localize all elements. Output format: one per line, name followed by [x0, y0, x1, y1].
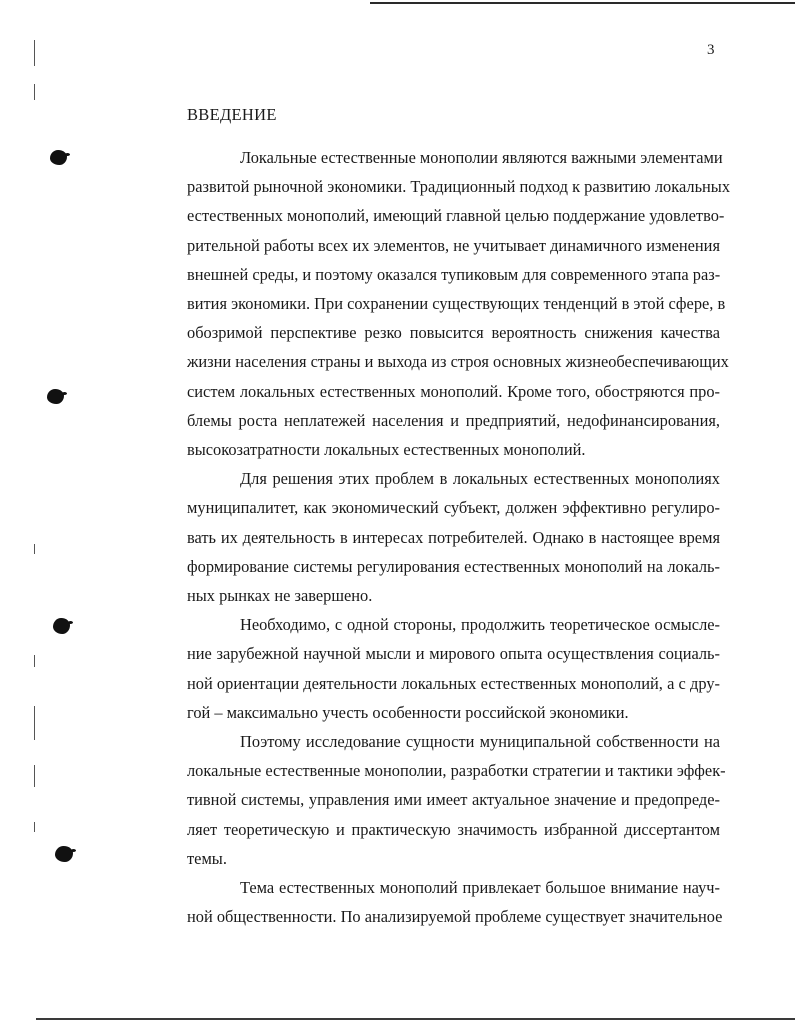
scan-top-rule — [370, 2, 795, 4]
paragraph-5 — [134, 873, 723, 931]
text-line: темы. — [187, 848, 227, 868]
punch-hole-mark — [53, 618, 70, 634]
page-number: 3 — [707, 42, 715, 58]
text-line: Поэтому исследование сущности муниципальной собственности на — [240, 732, 720, 752]
punch-hole-mark — [50, 150, 67, 165]
text-line: Для решения этих проблем в локальных естественных монополиях — [240, 469, 720, 489]
text-line: ных рынках не завершено. — [187, 586, 373, 606]
paragraph-1 — [134, 143, 731, 464]
text-line: ной ориентации деятельности локальных естественных монополий, а с дру- — [187, 673, 720, 693]
punch-hole-mark — [47, 389, 64, 404]
text-line: систем локальных естественных монополий. Кроме того, обостряются про- — [187, 381, 720, 401]
text-line: гой – максимально учесть особенности российской экономики. — [187, 702, 629, 722]
text-line: жизни населения страны и выхода из строя основных жизнеобеспечивающих — [187, 352, 729, 372]
text-line: высокозатратности локальных естественных монополий. — [187, 440, 586, 460]
text-line: Необходимо, с одной стороны, продолжить теоретическое осмысле- — [240, 615, 720, 635]
text-line: рительной работы всех их элементов, не учитывает динамичного изменения — [187, 235, 720, 255]
text-line: внешней среды, и поэтому оказался тупиковым для современного этапа раз- — [187, 264, 721, 284]
margin-binding-mark — [34, 765, 35, 787]
margin-binding-mark — [34, 84, 35, 100]
text-line: Тема естественных монополий привлекает большое внимание науч- — [240, 878, 720, 898]
text-line: блемы роста неплатежей населения и предприятий, недофинансирования, — [187, 410, 720, 430]
punch-hole-mark — [55, 846, 73, 862]
text-line: Локальные естественные монополии являются важными элементами — [240, 148, 723, 167]
text-line: ние зарубежной научной мысли и мирового опыта осуществления социаль- — [187, 644, 720, 664]
text-line: вать их деятельность в интересах потребителей. Однако в настоящее время — [187, 527, 720, 547]
margin-binding-mark — [34, 544, 35, 554]
paragraph-4 — [134, 727, 726, 873]
text-line: вития экономики. При сохранении существующих тенденций в этой сфере, в — [187, 294, 726, 314]
body-text — [134, 143, 731, 931]
text-line: ляет теоретическую и практическую значимость избранной диссертантом — [187, 819, 720, 839]
paragraph-3 — [134, 610, 720, 727]
text-line: формирование системы регулирования естественных монополий на локаль- — [187, 556, 720, 576]
paragraph-2 — [134, 464, 720, 610]
margin-binding-mark — [34, 706, 35, 740]
scan-bottom-rule — [36, 1018, 795, 1020]
page-title: ВВЕДЕНИЕ — [187, 105, 277, 124]
text-line: муниципалитет, как экономический субъект, должен эффективно регулиро- — [187, 498, 720, 518]
text-line: локальные естественные монополии, разработки стратегии и тактики эффек- — [187, 761, 726, 781]
margin-binding-mark — [34, 655, 35, 667]
text-line: тивной системы, управления ими имеет актуальное значение и предопреде- — [187, 790, 720, 810]
text-line: естественных монополий, имеющий главной целью поддержание удовлетво- — [187, 206, 725, 226]
margin-binding-mark — [34, 40, 35, 66]
text-line: развитой рыночной экономики. Традиционный подход к развитию локальных — [187, 177, 731, 197]
text-line: ной общественности. По анализируемой проблеме существует значительное — [187, 907, 723, 927]
text-line: обозримой перспективе резко повысится вероятность снижения качества — [187, 323, 720, 343]
margin-binding-mark — [34, 822, 35, 832]
